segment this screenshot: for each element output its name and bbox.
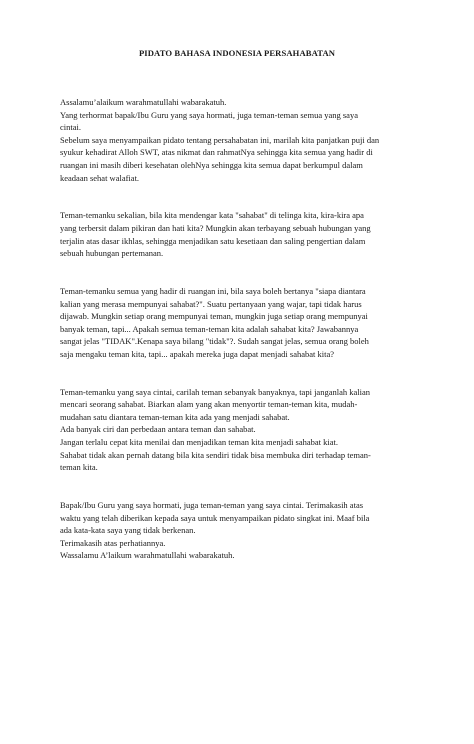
text-line: Yang terhormat bapak/Ibu Guru yang saya hormati, juga teman-teman semua yang saya (60, 109, 358, 120)
text-line: teman kita. (60, 462, 98, 473)
text-line: ada kata-kata saya yang tidak berkenan. (60, 525, 196, 536)
text-line: ruangan ini masih diberi kesehatan olehNya sehingga kita semua dapat berkumpul dalam (60, 159, 363, 170)
paragraph-spacer (60, 272, 414, 285)
text-line: cintai. (60, 122, 82, 133)
paragraph-spacer (60, 197, 414, 210)
paragraph-closing (60, 499, 414, 562)
text-line: Jangan terlalu cepat kita menilai dan menjadikan teman kita menjadi sahabat kiat. (60, 437, 339, 448)
text-line: sebuah hubungan pertemanan. (60, 248, 164, 259)
text-line: Teman-temanku yang saya cintai, carilah teman sebanyak banyaknya, tapi janganlah kalian (60, 386, 371, 397)
paragraph-spacer (60, 373, 414, 386)
paragraph-advice (60, 386, 414, 474)
text-line: Ada banyak ciri dan perbedaan antara teman dan sahabat. (60, 424, 256, 435)
text-line: saja mengaku teman kita, tapi... apakah mereka juga dapat menjadi sahabat kita? (60, 348, 335, 359)
text-line: yang terbersit dalam pikiran dan hati kita? Mungkin akan terbayang sebuah hubungan yang (60, 222, 371, 233)
text-line: sangat jelas "TIDAK".Kenapa saya bilang "tidak"?. Sudah sangat jelas, semua orang boleh (60, 336, 369, 347)
text-line: Sebelum saya menyampaikan pidato tentang persahabatan ini, marilah kita panjatkan puji dan (60, 134, 380, 145)
paragraph-opening (60, 96, 414, 184)
text-line: Teman-temanku semua yang hadir di ruangan ini, bila saya boleh bertanya "siapa diantara (60, 285, 366, 296)
text-line: Wassalamu A’laikum warahmatullahi wabarakatuh. (60, 550, 235, 561)
text-line: dijawab. Mungkin setiap orang mempunyai teman, mungkin juga setiap orang mempunyai (60, 311, 368, 322)
text-line: Bapak/Ibu Guru yang saya hormati, juga teman-teman yang saya cintai. Terimakasih atas (60, 500, 364, 510)
text-line: Assalamu’alaikum warahmatullahi wabarakatuh. (60, 97, 227, 107)
text-line: mudahan satu diantara teman-teman kita ada yang menjadi sahabat. (60, 411, 290, 422)
text-line: terjalin atas dasar ikhlas, sehingga menjadikan satu kesetiaan dan saling pengertian dalam (60, 235, 366, 246)
text-line: kalian yang merasa mempunyai sahabat?". Suatu pertanyaan yang wajar, tapi tidak harus (60, 298, 362, 309)
paragraph-question (60, 285, 414, 361)
text-line: mencari seorang sahabat. Biarkan alam yang akan menyortir teman-teman kita, mudah- (60, 399, 358, 410)
text-line: Terimakasih atas perhatiannya. (60, 537, 166, 548)
text-line: Teman-temanku sekalian, bila kita mendengar kata "sahabat" di telinga kita, kira-kira apa (60, 210, 364, 221)
text-line: waktu yang telah diberikan kepada saya untuk menyampaikan pidato singkat ini. Maaf bila (60, 512, 370, 523)
paragraph-spacer (60, 486, 414, 499)
text-line: Sahabat tidak akan pernah datang bila kita sendiri tidak bisa membuka diri terhadap teman- (60, 449, 371, 460)
text-line: banyak teman, tapi... Apakah semua teman-teman kita adalah sahabat kita? Jawabannya (60, 323, 359, 334)
text-line: syukur kehadirat Alloh SWT, atas nikmat dan rahmatNya sehingga kita semua yang hadir di (60, 147, 373, 158)
text-line: keadaan sehat walafiat. (60, 172, 140, 183)
paragraph-friendship-meaning (60, 209, 414, 259)
document-title: PIDATO BAHASA INDONESIA PERSAHABATAN (138, 48, 336, 58)
